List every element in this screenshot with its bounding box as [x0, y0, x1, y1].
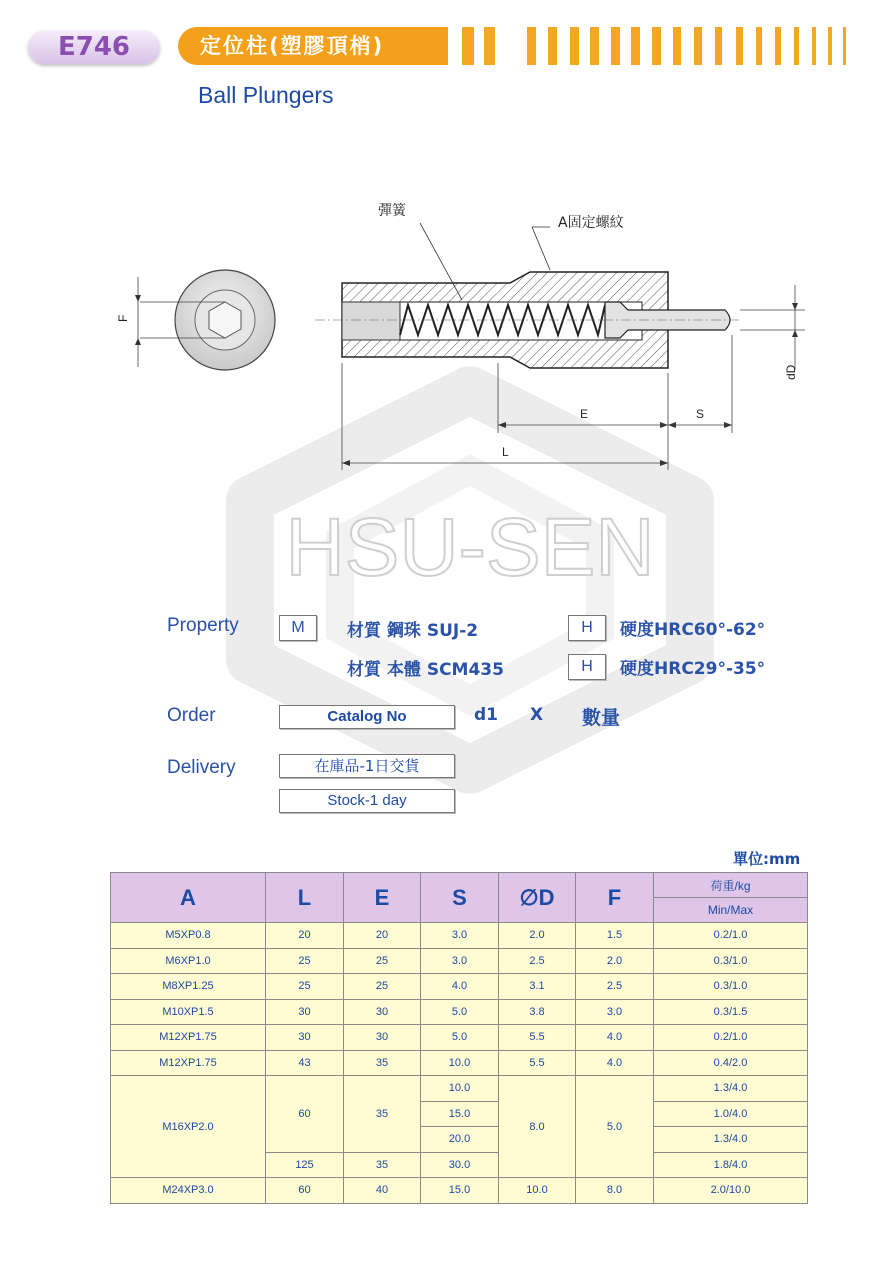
dim-S-label: S — [696, 407, 705, 421]
cell-A: M8XP1.25 — [111, 974, 266, 1000]
order-d1: d1 — [474, 705, 498, 725]
cell-S: 5.0 — [421, 999, 499, 1025]
cell-D: 3.1 — [499, 974, 576, 1000]
cell-E: 35 — [344, 1152, 421, 1178]
cell-L: 30 — [266, 999, 344, 1025]
hardness-body-text: 硬度HRC29°-35° — [620, 659, 766, 679]
cell-S: 3.0 — [421, 923, 499, 949]
catalog-no-box: Catalog No — [279, 705, 455, 729]
cell-L: 30 — [266, 1025, 344, 1051]
end-view — [116, 270, 275, 370]
order-x: X — [530, 705, 544, 725]
property-label: Property — [167, 615, 239, 636]
cell-load: 1.3/4.0 — [654, 1127, 808, 1153]
cell-L: 60 — [266, 1178, 344, 1204]
cell-load: 0.2/1.0 — [654, 1025, 808, 1051]
cell-L: 20 — [266, 923, 344, 949]
cell-S: 20.0 — [421, 1127, 499, 1153]
cell-load: 0.3/1.0 — [654, 974, 808, 1000]
table-row — [111, 948, 808, 974]
col-F-header: F — [576, 873, 654, 923]
col-D-header: ∅D — [499, 873, 576, 923]
cell-S: 5.0 — [421, 1025, 499, 1051]
cell-L: 125 — [266, 1152, 344, 1178]
cell-D: 2.5 — [499, 948, 576, 974]
cell-load: 0.4/2.0 — [654, 1050, 808, 1076]
hardness-box-1: H — [568, 615, 606, 641]
cell-E: 25 — [344, 948, 421, 974]
cell-L: 25 — [266, 948, 344, 974]
cell-D: 10.0 — [499, 1178, 576, 1204]
cell-load: 1.8/4.0 — [654, 1152, 808, 1178]
watermark-text: HSU-SEN — [285, 502, 655, 593]
cell-E: 35 — [344, 1076, 421, 1153]
spec-table — [110, 872, 808, 1204]
cell-S: 10.0 — [421, 1050, 499, 1076]
cell-F: 4.0 — [576, 1050, 654, 1076]
section-view — [315, 272, 740, 368]
cell-load: 0.2/1.0 — [654, 923, 808, 949]
cell-E: 40 — [344, 1178, 421, 1204]
cell-E: 35 — [344, 1050, 421, 1076]
cell-load: 0.3/1.5 — [654, 999, 808, 1025]
order-label: Order — [167, 705, 216, 726]
dim-F-label: F — [116, 314, 130, 322]
hardness-ball-text: 硬度HRC60°-62° — [620, 620, 766, 640]
cell-F: 4.0 — [576, 1025, 654, 1051]
cell-E: 20 — [344, 923, 421, 949]
cell-A: M12XP1.75 — [111, 1025, 266, 1051]
hardness-box-2: H — [568, 654, 606, 680]
cell-D: 5.5 — [499, 1025, 576, 1051]
cell-S: 3.0 — [421, 948, 499, 974]
unit-label: 單位:mm — [733, 850, 801, 868]
cell-L: 43 — [266, 1050, 344, 1076]
catalog-code-badge: E746 — [28, 30, 160, 64]
cell-load: 1.0/4.0 — [654, 1101, 808, 1127]
cell-D: 5.5 — [499, 1050, 576, 1076]
dim-L-label: L — [502, 445, 509, 459]
ball-plunger-drawing — [100, 185, 820, 485]
cell-A: M16XP2.0 — [111, 1076, 266, 1178]
dim-E-label: E — [580, 407, 589, 421]
table-row — [111, 974, 808, 1000]
cell-F: 5.0 — [576, 1076, 654, 1178]
cell-F: 2.0 — [576, 948, 654, 974]
callout-spring-label: 彈簧 — [378, 203, 406, 219]
delivery-label: Delivery — [167, 757, 236, 778]
cell-A: M6XP1.0 — [111, 948, 266, 974]
cell-E: 25 — [344, 974, 421, 1000]
cell-A: M24XP3.0 — [111, 1178, 266, 1204]
col-E-header: E — [344, 873, 421, 923]
col-A-header: A — [111, 873, 266, 923]
cell-load: 2.0/10.0 — [654, 1178, 808, 1204]
table-row — [111, 999, 808, 1025]
cell-A: M10XP1.5 — [111, 999, 266, 1025]
cell-D: 8.0 — [499, 1076, 576, 1178]
cell-A: M5XP0.8 — [111, 923, 266, 949]
material-ball-text: 材質 鋼珠 SUJ-2 — [347, 621, 479, 641]
table-row — [111, 1050, 808, 1076]
cell-F: 1.5 — [576, 923, 654, 949]
cell-D: 2.0 — [499, 923, 576, 949]
cell-E: 30 — [344, 1025, 421, 1051]
cell-F: 3.0 — [576, 999, 654, 1025]
cell-D: 3.8 — [499, 999, 576, 1025]
cell-A: M12XP1.75 — [111, 1050, 266, 1076]
col-minmax-header: Min/Max — [654, 898, 808, 923]
col-load-header: 荷重/kg — [654, 873, 808, 898]
cell-E: 30 — [344, 999, 421, 1025]
cell-F: 2.5 — [576, 974, 654, 1000]
cell-L: 60 — [266, 1076, 344, 1153]
cell-load: 1.3/4.0 — [654, 1076, 808, 1102]
page-title: 定位柱(塑膠頂梢) — [178, 27, 448, 65]
table-header-row — [111, 873, 808, 898]
cell-F: 8.0 — [576, 1178, 654, 1204]
cell-load: 0.3/1.0 — [654, 948, 808, 974]
material-code-box: M — [279, 615, 317, 641]
delivery-stock-en-box: Stock-1 day — [279, 789, 455, 813]
dim-dD-label: dD — [784, 364, 798, 380]
table-row — [111, 1076, 808, 1102]
cell-S: 15.0 — [421, 1178, 499, 1204]
col-S-header: S — [421, 873, 499, 923]
table-row — [111, 1025, 808, 1051]
table-row — [111, 923, 808, 949]
cell-S: 4.0 — [421, 974, 499, 1000]
page-subtitle: Ball Plungers — [198, 82, 334, 108]
cell-S: 15.0 — [421, 1101, 499, 1127]
table-row — [111, 1178, 808, 1204]
delivery-stock-cn-box: 在庫品-1日交貨 — [279, 754, 455, 778]
cell-L: 25 — [266, 974, 344, 1000]
cell-S: 30.0 — [421, 1152, 499, 1178]
callout-thread-label: A固定螺紋 — [558, 215, 624, 231]
cell-S: 10.0 — [421, 1076, 499, 1102]
material-body-text: 材質 本體 SCM435 — [347, 660, 504, 680]
col-L-header: L — [266, 873, 344, 923]
order-quantity: 數量 — [582, 707, 621, 729]
